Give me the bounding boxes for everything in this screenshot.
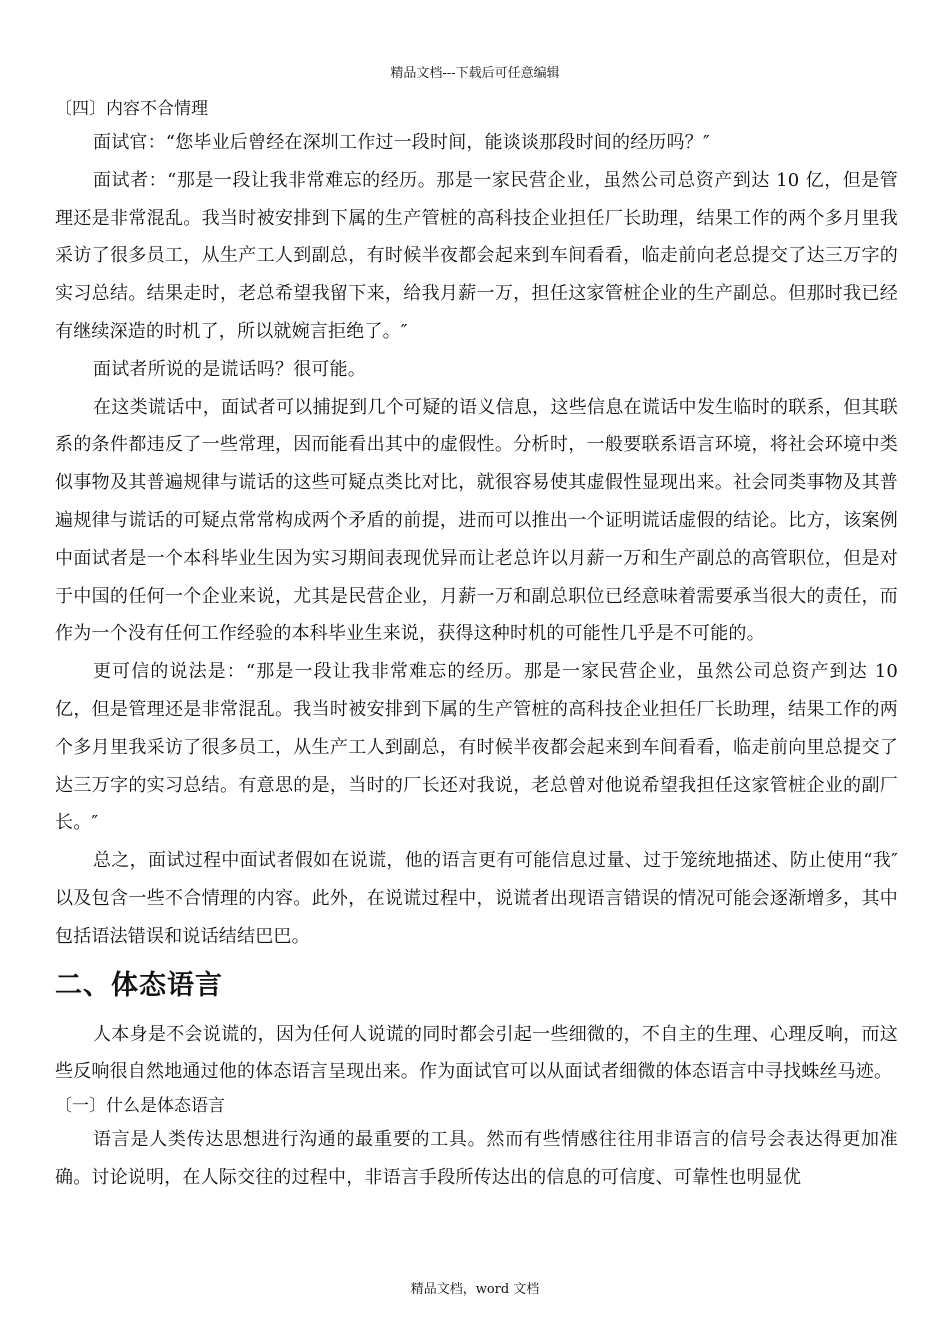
- summary-paragraph: 总之，面试过程中面试者假如在说谎，他的语言更有可能信息过量、过于笼统地描述、防止使用“我″以及包含一些不合情理的内容。此外，在说谎过程中，说谎者出现语言错误的情况可能会逐渐增多，其中包括语法错误和说话结结巴巴。: [55, 850, 898, 947]
- body-language-intro: 人本身是不会说谎的，因为任何人说谎的同时都会引起一些细微的，不自主的生理、心理反响，而这些反响很自然地通过他的体态语言呈现出来。作为面试官可以从面试者细微的体态语言中寻找蛛丝马迹。: [55, 1023, 898, 1083]
- interviewee-answer: 面试者：“那是一段让我非常难忘的经历。那是一家民营企业，虽然公司总资产到达 10 亿，但是管理还是非常混乱。我当时被安排到下属的生产管桩的高科技企业担任厂长助理，结果工作的两个多月里我采访了很多员工，从生产工人到副总，有时候半夜都会起来到车间看看，临走前向老总提交了达三万字的实习总结。结果走时，老总希望我留下来，给我月薪一万，担任这家管桩企业的生产副总。但那时我已经有继续深造的时机了，所以就婉言拒绝了。″: [55, 169, 898, 342]
- credible-version-paragraph: 更可信的说法是：“那是一段让我非常难忘的经历。那是一家民营企业，虽然公司总资产到达 10 亿，但是管理还是非常混乱。我当时被安排到下属的生产管桩的高科技企业担任厂长助理，结果工作的两个多月里我采访了很多员工，从生产工人到副总，有时候半夜都会起来到车间看看，临走前向里总提交了达三万字的实习总结。有意思的是，当时的厂长还对我说，老总曾对他说希望我担任这家管桩企业的副厂长。″: [55, 661, 898, 834]
- page-footer: 精品文档，word 文档: [410, 1282, 540, 1297]
- interviewer-question: 面试官：“您毕业后曾经在深圳工作过一段时间，能谈谈那段时间的经历吗？″: [93, 132, 710, 153]
- section-title-body-language: 二、体态语言: [55, 969, 223, 1001]
- analysis-paragraph: 在这类谎话中，面试者可以捕捉到几个可疑的语义信息，这些信息在谎话中发生临时的联系，但其联系的条件都违反了一些常理，因而能看出其中的虚假性。分析时，一般要联系语言环境，将社会环境中类似事物及其普遍规律与谎话的这些可疑点类比对比，就很容易使其虚假性显现出来。社会同类事物及其普遍规律与谎话的可疑点常常构成两个矛盾的前提，进而可以推出一个证明谎话虚假的结论。比方，该案例中面试者是一个本科毕业生因为实习期间表现优异而让老总许以月薪一万和生产副总的高管职位，但是对于中国的任何一个企业来说，尤其是民营企业，月薪一万和副总职位已经意味着需要承当很大的责任，而作为一个没有任何工作经验的本科毕业生来说，获得这种时机的可能性几乎是不可能的。: [55, 396, 898, 645]
- language-paragraph: 语言是人类传达思想进行沟通的最重要的工具。然而有些情感往往用非语言的信号会表达得更加准确。讨论说明，在人际交往的过程中，非语言手段所传达出的信息的可信度、可靠性也明显优: [55, 1129, 898, 1188]
- document-body: [55, 94, 898, 1197]
- section-heading-4: 〔四〕内容不合情理: [55, 99, 208, 119]
- page-header: 精品文档---下载后可任意编辑: [390, 66, 560, 81]
- question-lie: 面试者所说的是谎话吗？很可能。: [93, 358, 366, 380]
- section-heading-1: 〔一〕什么是体态语言: [55, 1096, 225, 1117]
